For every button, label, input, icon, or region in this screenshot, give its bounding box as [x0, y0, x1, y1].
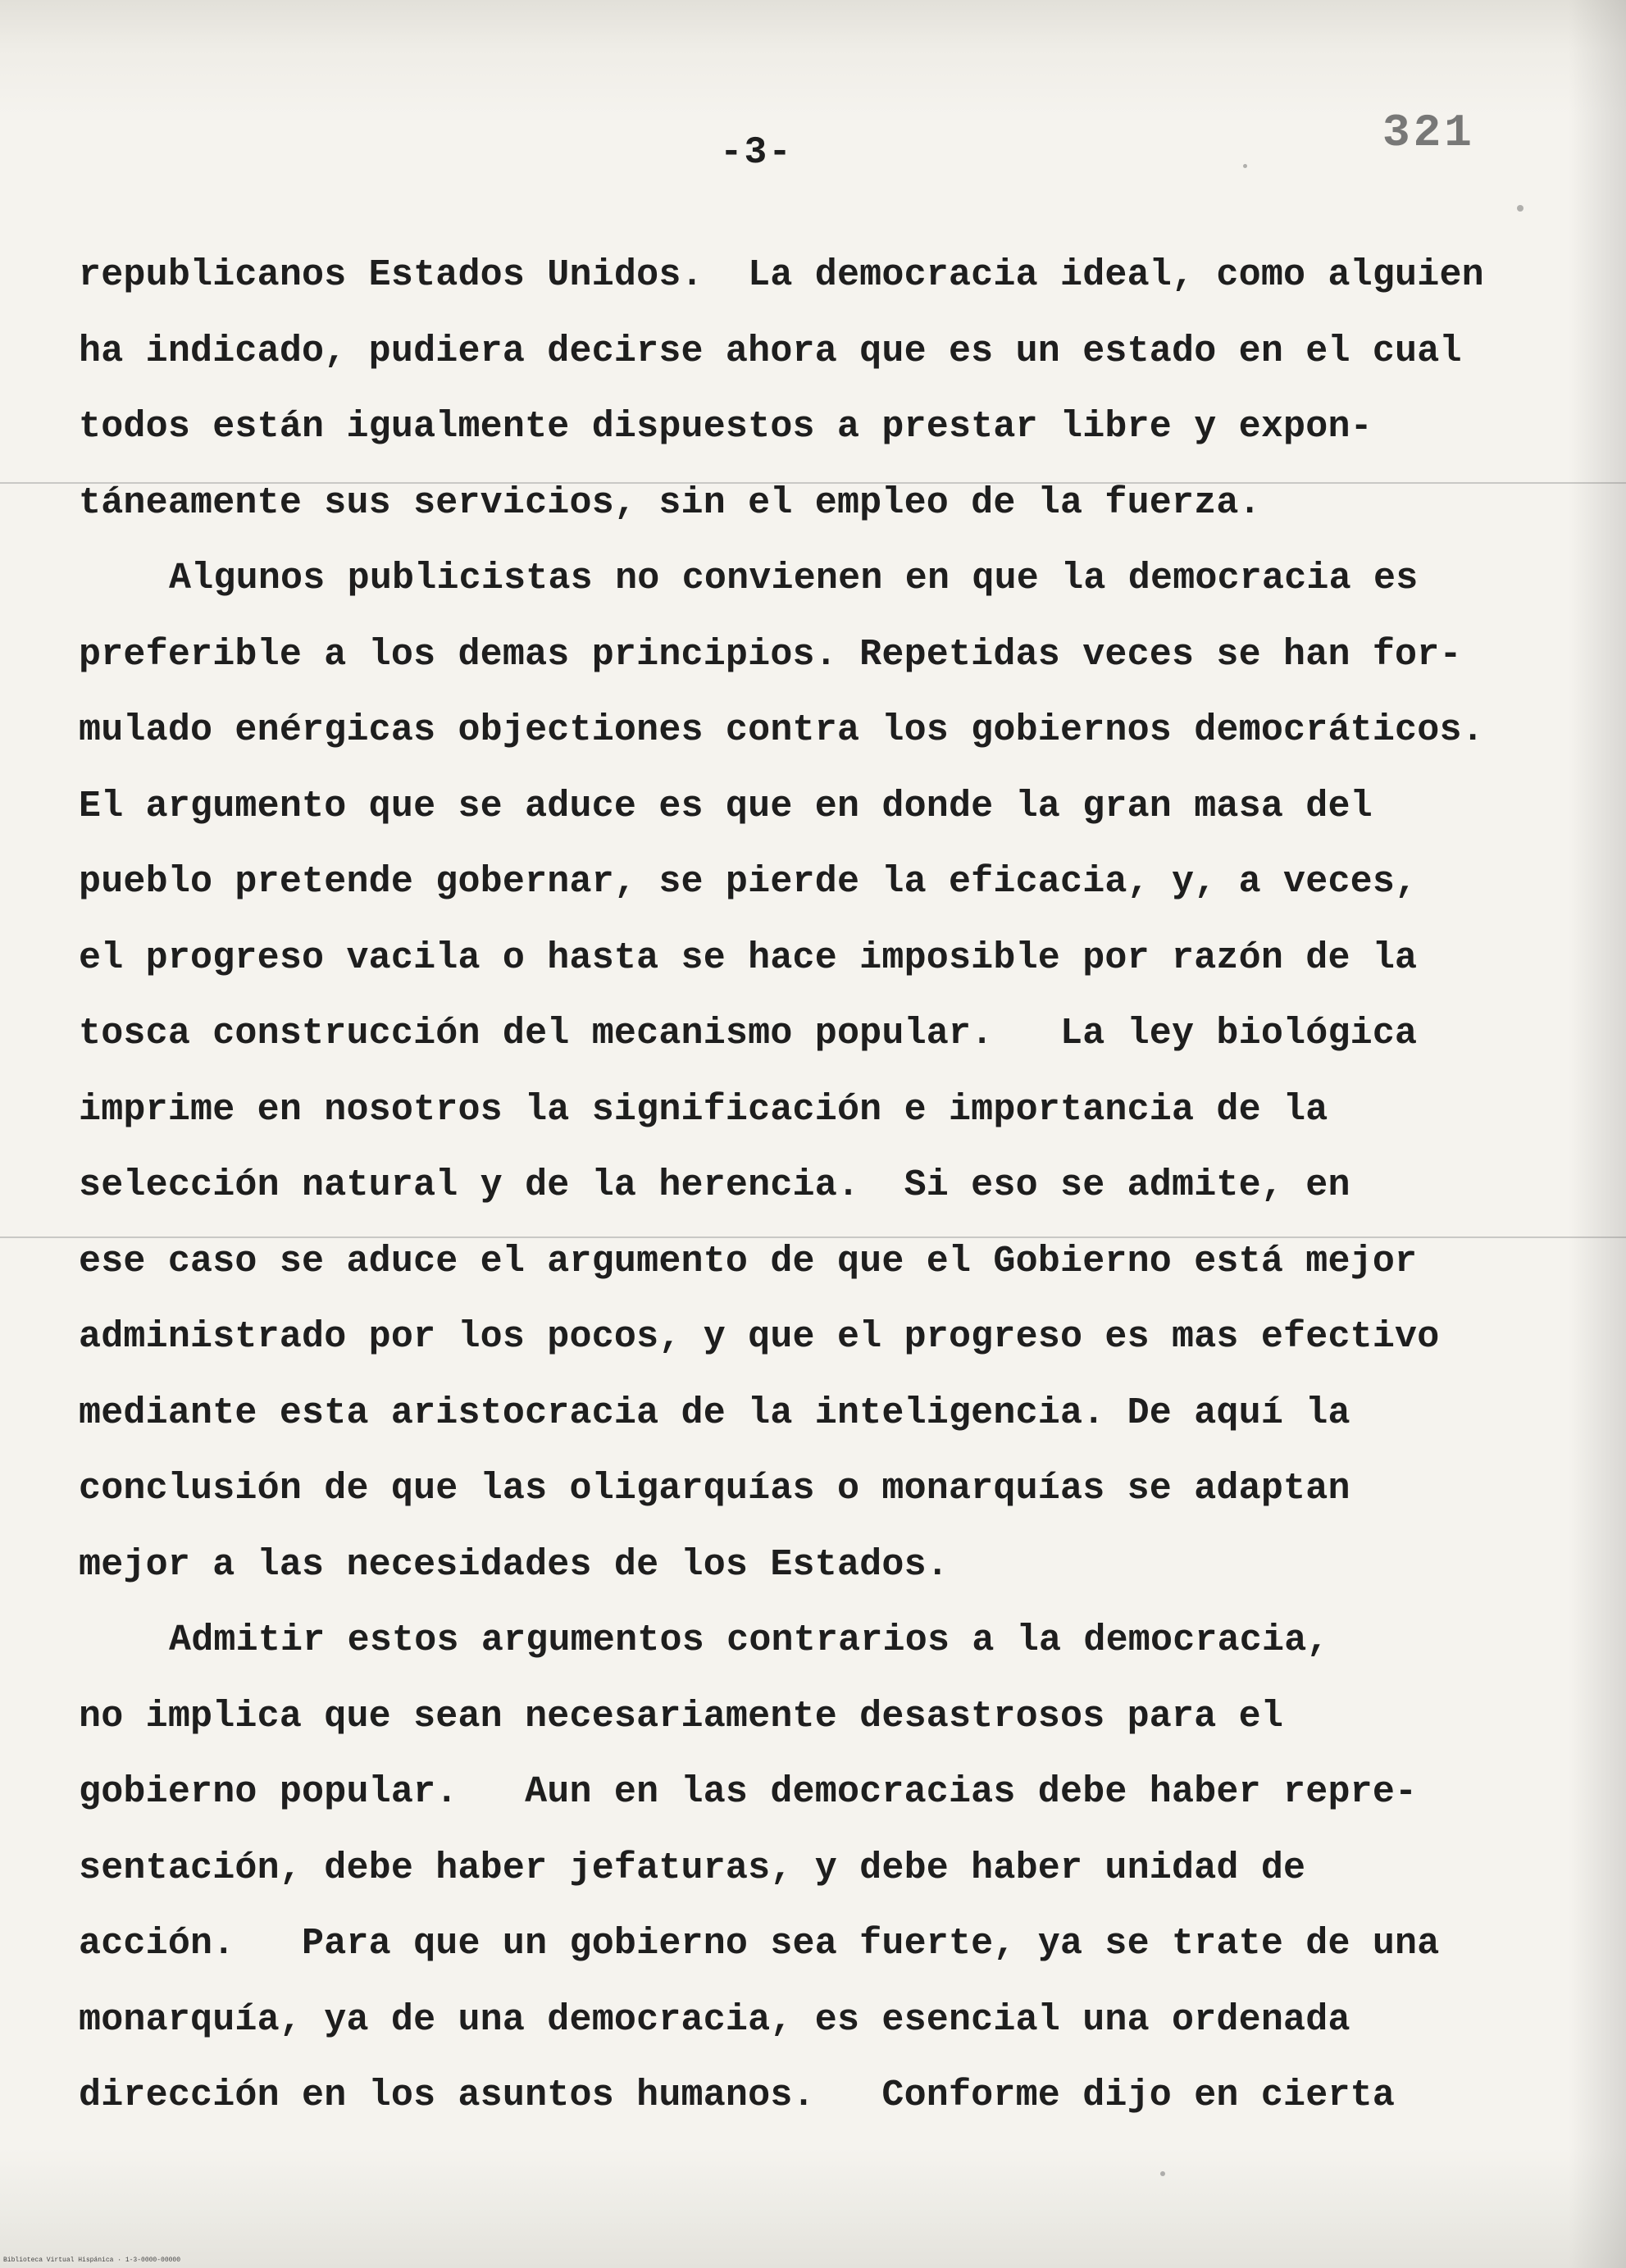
text-line: sentación, debe haber jefaturas, y debe haber unidad de — [79, 1847, 1306, 1889]
text-line: el progreso vacila o hasta se hace imposible por razón de la — [79, 936, 1418, 979]
scan-footer-note: Biblioteca Virtual Hispánica · 1-3-0000-00000 — [3, 2257, 181, 2264]
text-line: tosca construcción del mecanismo popular. La ley biológica — [79, 1013, 1418, 1054]
text-line: conclusión de que las oligarquías o monarquías se adaptan — [79, 1468, 1350, 1510]
archive-stamp-number: 321 — [1382, 107, 1475, 159]
text-line: gobierno popular. Aun en las democracias debe haber repre- — [79, 1771, 1418, 1813]
scan-edge-shadow — [1569, 0, 1626, 2268]
text-line: dirección en los asuntos humanos. Conforme dijo en cierta — [79, 2074, 1396, 2116]
text-line: mediante esta aristocracia de la inteligencia. De aquí la — [79, 1391, 1350, 1434]
paragraph-3 — [79, 1603, 1555, 2134]
scan-speck — [1517, 205, 1524, 212]
text-line: táneamente sus servicios, sin el empleo de la fuerza. — [79, 481, 1261, 524]
typewritten-body — [79, 238, 1555, 2134]
text-line: monarquía, ya de una democracia, es esencial una ordenada — [79, 1998, 1350, 2041]
scan-speck — [1243, 164, 1247, 168]
paragraph-2 — [79, 541, 1555, 1603]
text-line: Algunos publicistas no convienen en que la democracia es — [169, 558, 1419, 599]
text-line: Admitir estos argumentos contrarios a la democracia, — [169, 1619, 1329, 1661]
text-line: todos están igualmente dispuestos a prestar libre y expon- — [79, 406, 1373, 448]
scan-speck — [1160, 2171, 1165, 2176]
text-line: mejor a las necesidades de los Estados. — [79, 1543, 949, 1586]
text-line: preferible a los demas principios. Repetidas veces se han for- — [79, 633, 1462, 676]
text-line: acción. Para que un gobierno sea fuerte, ya se trate de una — [79, 1923, 1440, 1965]
text-line: ese caso se aduce el argumento de que el Gobierno está mejor — [79, 1240, 1418, 1282]
text-line: El argumento que se aduce es que en donde la gran masa del — [79, 785, 1373, 827]
page-number: -3- — [720, 131, 793, 174]
text-line: ha indicado, pudiera decirse ahora que es un estado en el cual — [79, 330, 1462, 372]
text-line: republicanos Estados Unidos. La democracia ideal, como alguien — [79, 254, 1484, 296]
text-line: no implica que sean necesariamente desastrosos para el — [79, 1695, 1284, 1737]
text-line: pueblo pretende gobernar, se pierde la eficacia, y, a veces, — [79, 861, 1418, 903]
text-line: administrado por los pocos, y que el progreso es mas efectivo — [79, 1316, 1440, 1358]
paragraph-1 — [79, 238, 1555, 541]
text-line: imprime en nosotros la significación e importancia de la — [79, 1088, 1328, 1131]
text-line: selección natural y de la herencia. Si eso se admite, en — [79, 1164, 1350, 1206]
text-line: mulado enérgicas objectiones contra los gobiernos democráticos. — [79, 709, 1484, 751]
